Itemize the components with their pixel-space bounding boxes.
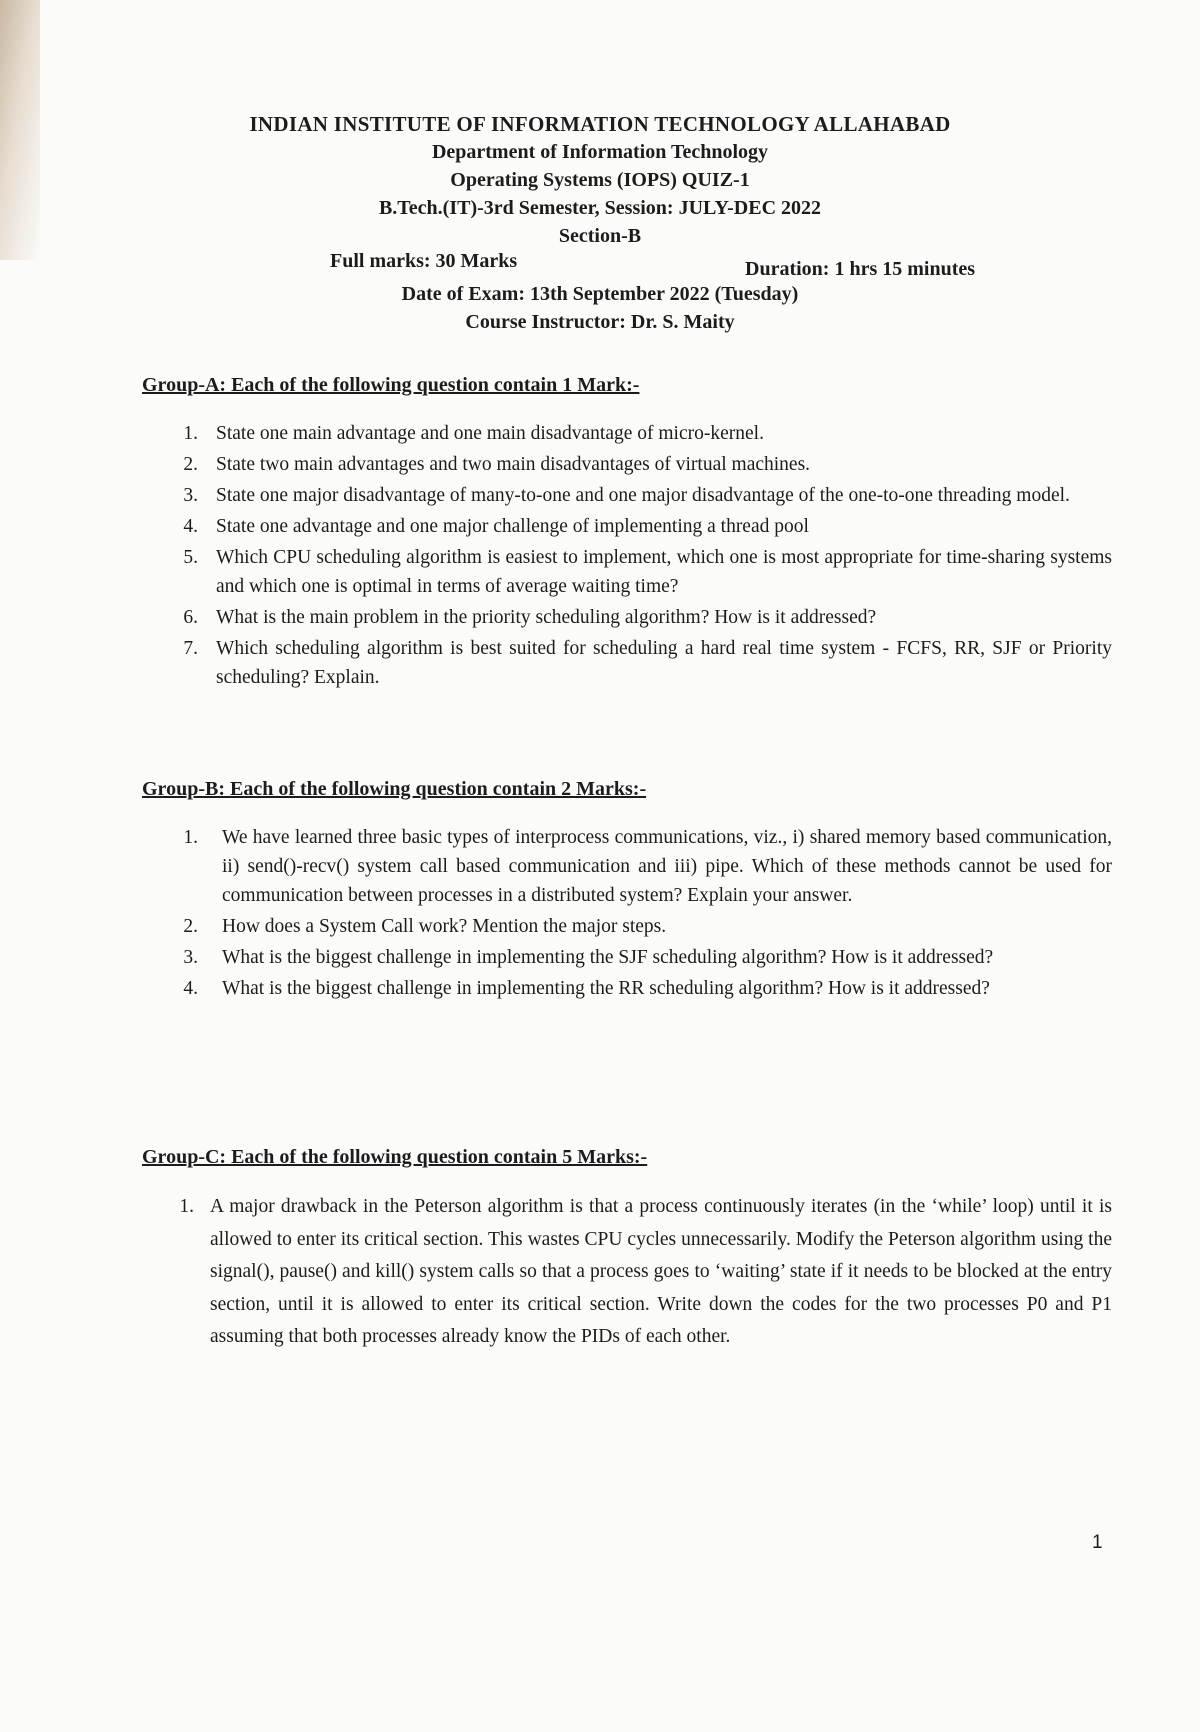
question-item bbox=[142, 1191, 1112, 1354]
question-text: State two main advantages and two main disadvantages of virtual machines. bbox=[216, 454, 811, 475]
group-a-questions bbox=[142, 419, 1112, 692]
question-number: 3. bbox=[183, 485, 198, 506]
question-number: 2. bbox=[183, 916, 198, 937]
question-number: 4. bbox=[183, 978, 198, 999]
group-b-questions bbox=[142, 823, 1112, 1003]
question-item bbox=[142, 543, 1112, 601]
section-label: Section-B bbox=[558, 225, 642, 247]
question-item bbox=[142, 634, 1112, 692]
question-item bbox=[142, 419, 1112, 448]
question-item bbox=[142, 481, 1112, 510]
question-text: State one major disadvantage of many-to-one and one major disadvantage of the one-to-one threading model. bbox=[216, 485, 1070, 506]
course-title: Operating Systems (IOPS) QUIZ-1 bbox=[450, 169, 750, 191]
group-a-heading: Group-A: Each of the following question contain 1 Mark:- bbox=[142, 374, 640, 396]
marks-duration-row bbox=[0, 250, 1200, 280]
exam-header bbox=[0, 110, 1200, 336]
question-text: Which CPU scheduling algorithm is easiest to implement, which one is most appropriate for time-sharing systems and which one is optimal in terms of average waiting time? bbox=[216, 547, 1112, 597]
question-number: 5. bbox=[183, 547, 198, 568]
question-text: A major drawback in the Peterson algorithm is that a process continuously iterates (in the ‘while’ loop) until it is allowed to enter its critical section. This wastes CPU cycles unnecessarily. Modify the Peterson algorithm using the signal(), pause() and kill() system calls so that a process goes to ‘waiting’ state if it needs to be blocked at the entry section, until it is allowed to enter its critical section. Write down the codes for the two processes P0 and P1 assuming that both processes already know the PIDs of each other. bbox=[210, 1196, 1112, 1347]
question-item bbox=[142, 603, 1112, 632]
course-instructor: Course Instructor: Dr. S. Maity bbox=[465, 311, 735, 333]
group-b-heading: Group-B: Each of the following question contain 2 Marks:- bbox=[142, 778, 647, 800]
question-text: What is the biggest challenge in implementing the RR scheduling algorithm? How is it addressed? bbox=[222, 978, 990, 999]
question-text: How does a System Call work? Mention the major steps. bbox=[222, 916, 667, 937]
group-c-questions bbox=[142, 1191, 1112, 1354]
institute-name: INDIAN INSTITUTE OF INFORMATION TECHNOLOGY ALLAHABAD bbox=[249, 112, 951, 136]
question-item bbox=[142, 823, 1112, 910]
group-b bbox=[142, 778, 1112, 1005]
question-text: Which scheduling algorithm is best suited for scheduling a hard real time system - FCFS, RR, SJF or Priority scheduling? Explain. bbox=[216, 638, 1112, 688]
question-text: What is the main problem in the priority scheduling algorithm? How is it addressed? bbox=[216, 607, 877, 628]
question-number: 2. bbox=[183, 454, 198, 475]
question-text: State one advantage and one major challenge of implementing a thread pool bbox=[216, 516, 809, 537]
group-c bbox=[142, 1146, 1112, 1356]
question-item bbox=[142, 943, 1112, 972]
question-number: 1. bbox=[183, 827, 198, 848]
department-name: Department of Information Technology bbox=[431, 141, 769, 163]
page-number: 1 bbox=[1092, 1532, 1103, 1553]
question-number: 7. bbox=[183, 638, 198, 659]
semester-session: B.Tech.(IT)-3rd Semester, Session: JULY-DEC 2022 bbox=[378, 197, 822, 219]
question-item bbox=[142, 450, 1112, 479]
question-number: 1. bbox=[179, 1196, 194, 1217]
question-text: State one main advantage and one main disadvantage of micro-kernel. bbox=[216, 423, 764, 444]
group-c-heading: Group-C: Each of the following question contain 5 Marks:- bbox=[142, 1146, 648, 1168]
question-item bbox=[142, 912, 1112, 941]
question-number: 1. bbox=[183, 423, 198, 444]
question-text: We have learned three basic types of interprocess communications, viz., i) shared memory based communication, ii) send()-recv() system call based communication and iii) pipe. Which of these methods cannot be used for communication between processes in a distributed system? Explain your answer. bbox=[222, 827, 1112, 906]
question-item bbox=[142, 512, 1112, 541]
exam-date: Date of Exam: 13th September 2022 (Tuesday) bbox=[401, 283, 799, 305]
question-text: What is the biggest challenge in implementing the SJF scheduling algorithm? How is it addressed? bbox=[222, 947, 994, 968]
question-item bbox=[142, 974, 1112, 1003]
group-a bbox=[142, 374, 1112, 694]
full-marks: Full marks: 30 Marks bbox=[330, 250, 518, 272]
question-number: 4. bbox=[183, 516, 198, 537]
question-number: 6. bbox=[183, 607, 198, 628]
duration: Duration: 1 hrs 15 minutes bbox=[745, 258, 976, 280]
question-number: 3. bbox=[183, 947, 198, 968]
